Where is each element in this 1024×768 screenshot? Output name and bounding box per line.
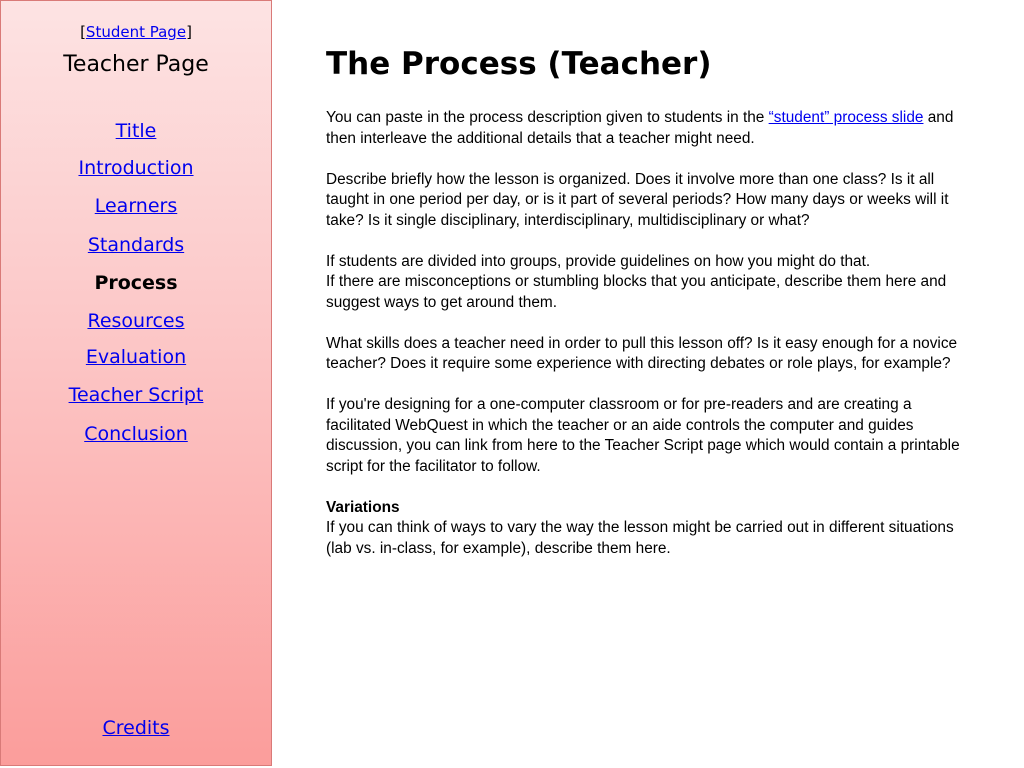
nav-item-credits xyxy=(1,716,271,740)
paragraph-one-computer: If you're designing for a one-computer classroom or for pre-readers and are creating a facilitated WebQuest in which the teacher or an aide controls the computer and guides discussion, you can link from here to the Teacher Script page which would contain a printable script for the facilitator to follow. xyxy=(326,396,960,475)
intro-text-before: You can paste in the process description given to students in the xyxy=(326,109,769,126)
bracket-open: [ xyxy=(80,23,86,41)
nav-link-standards[interactable]: Standards xyxy=(87,234,185,256)
student-process-slide-link[interactable]: “student” process slide xyxy=(768,109,924,126)
variations-heading: Variations xyxy=(326,498,400,516)
nav-item-conclusion xyxy=(1,422,271,446)
paragraph-groups xyxy=(326,252,966,314)
page-title: The Process (Teacher) xyxy=(326,46,712,82)
student-page-link-line xyxy=(1,23,271,41)
nav-link-resources[interactable]: Resources xyxy=(87,310,185,332)
nav-item-teacher-script xyxy=(1,383,271,407)
nav-link-conclusion[interactable]: Conclusion xyxy=(84,423,188,445)
intro-text-after: and then interleave the additional details that a teacher might need. xyxy=(326,109,954,147)
main-content xyxy=(326,40,966,580)
misconceptions-line: If there are misconceptions or stumbling blocks that you anticipate, describe them here and suggest ways to get around them. xyxy=(326,273,947,311)
nav-item-evaluation xyxy=(1,345,271,369)
nav-link-evaluation[interactable]: Evaluation xyxy=(85,346,187,368)
paragraph-intro xyxy=(326,108,966,149)
sidebar xyxy=(0,0,272,766)
nav-item-title xyxy=(1,119,271,143)
paragraph-organization: Describe briefly how the lesson is organized. Does it involve more than one class? Is it all taught in one period per day, or is it part of several periods? How many days or weeks will it take? Is it single disciplinary, interdisciplinary, multidisciplinary or what? xyxy=(326,170,949,229)
paragraph-skills: What skills does a teacher need in order to pull this lesson off? Is it easy enough for a novice teacher? Does it require some experience with directing debates or role plays, for example? xyxy=(326,334,958,372)
nav-link-teacher-script[interactable]: Teacher Script xyxy=(68,384,204,406)
paragraph-variations xyxy=(326,498,966,560)
nav-item-standards xyxy=(1,233,271,257)
nav-link-introduction[interactable]: Introduction xyxy=(78,157,194,179)
nav-item-introduction xyxy=(1,156,271,180)
nav-link-credits[interactable]: Credits xyxy=(102,717,170,739)
groups-line: If students are divided into groups, provide guidelines on how you might do that. xyxy=(326,252,871,270)
process-body xyxy=(326,108,966,559)
student-page-link[interactable]: Student Page xyxy=(85,23,187,41)
nav-item-resources xyxy=(1,309,271,333)
nav-item-learners xyxy=(1,194,271,218)
nav-link-learners[interactable]: Learners xyxy=(94,195,178,217)
variations-text: If you can think of ways to vary the way the lesson might be carried out in different situations (lab vs. in-class, for example), describe them here. xyxy=(326,519,954,557)
teacher-page-heading: Teacher Page xyxy=(63,52,209,77)
bracket-close: ] xyxy=(186,23,192,41)
nav-link-title[interactable]: Title xyxy=(115,120,157,142)
nav-item-process-current: Process xyxy=(94,272,178,294)
